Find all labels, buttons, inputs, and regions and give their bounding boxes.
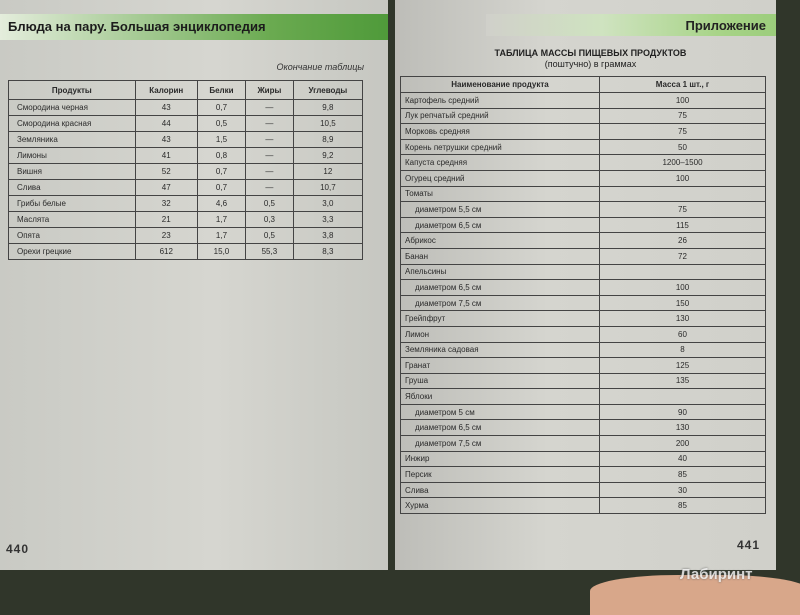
table-row [401, 233, 766, 249]
table-cell: — [246, 164, 294, 180]
page-number-right: 441 [736, 538, 760, 552]
product-name: диаметром 7,5 см [401, 295, 600, 311]
product-mass: 135 [600, 373, 766, 389]
table-cell: 0,7 [197, 180, 245, 196]
table-cell: — [246, 148, 294, 164]
section-title: Приложение [685, 18, 766, 33]
table-caption: Окончание таблицы [276, 62, 364, 72]
table-cell: Смородина красная [9, 116, 136, 132]
table-cell: 0,8 [197, 148, 245, 164]
table-row [401, 389, 766, 405]
table-cell: 55,3 [246, 244, 294, 260]
book-title: Блюда на пару. Большая энциклопедия [8, 19, 266, 34]
product-name: Слива [401, 482, 600, 498]
table-cell: Опята [9, 228, 136, 244]
product-name: Корень петрушки средний [401, 139, 600, 155]
table-cell: 1,7 [197, 212, 245, 228]
column-header: Наименование продукта [401, 77, 600, 93]
table-cell: 21 [135, 212, 197, 228]
column-header: Продукты [9, 81, 136, 100]
table-row [401, 295, 766, 311]
table-cell: 9,2 [293, 148, 362, 164]
watermark-logo: Лабиринт [680, 566, 753, 583]
table-cell: Земляника [9, 132, 136, 148]
product-mass: 90 [600, 404, 766, 420]
table-cell: Вишня [9, 164, 136, 180]
product-name: Земляника садовая [401, 342, 600, 358]
table-row [401, 93, 766, 109]
product-mass [600, 186, 766, 202]
table-row [401, 311, 766, 327]
page-number-left: 440 [6, 542, 30, 556]
table-row [401, 326, 766, 342]
table-row [401, 108, 766, 124]
product-mass: 26 [600, 233, 766, 249]
table-cell: 12 [293, 164, 362, 180]
mass-table-header [401, 77, 766, 93]
table-cell: 3,8 [293, 228, 362, 244]
product-mass: 1200–1500 [600, 155, 766, 171]
table-cell: 1,7 [197, 228, 245, 244]
table-cell: 43 [135, 100, 197, 116]
column-header: Масса 1 шт., г [600, 77, 766, 93]
product-name: Груша [401, 373, 600, 389]
table-cell: 43 [135, 132, 197, 148]
product-name: диаметром 7,5 см [401, 436, 600, 452]
table-cell: 10,5 [293, 116, 362, 132]
product-name: Картофель средний [401, 93, 600, 109]
product-name: Абрикос [401, 233, 600, 249]
table-cell: 52 [135, 164, 197, 180]
table-cell: 0,5 [246, 196, 294, 212]
product-name: Капуста средняя [401, 155, 600, 171]
column-header: Углеводы [293, 81, 362, 100]
table-row [401, 358, 766, 374]
product-mass: 115 [600, 217, 766, 233]
product-name: диаметром 6,5 см [401, 280, 600, 296]
table-row [9, 244, 363, 260]
table-cell: Грибы белые [9, 196, 136, 212]
table-cell: 4,6 [197, 196, 245, 212]
table-cell: — [246, 180, 294, 196]
mass-table-title: ТАБЛИЦА МАССЫ ПИЩЕВЫХ ПРОДУКТОВ [494, 48, 687, 58]
product-mass: 85 [600, 467, 766, 483]
product-name: Огурец средний [401, 170, 600, 186]
product-mass: 75 [600, 124, 766, 140]
column-header: Калорин [135, 81, 197, 100]
product-mass: 100 [600, 93, 766, 109]
table-cell: 0,5 [197, 116, 245, 132]
mass-table-subtitle: (поштучно) в граммах [544, 59, 637, 69]
table-row [401, 404, 766, 420]
table-row [9, 180, 363, 196]
table-cell: 3,3 [293, 212, 362, 228]
table-row [401, 139, 766, 155]
product-name: диаметром 6,5 см [401, 420, 600, 436]
nutrition-table [8, 80, 363, 260]
product-mass: 200 [600, 436, 766, 452]
table-row [401, 186, 766, 202]
table-cell: 1,5 [197, 132, 245, 148]
table-row [401, 467, 766, 483]
table-cell: 15,0 [197, 244, 245, 260]
table-cell: — [246, 132, 294, 148]
product-mass: 85 [600, 498, 766, 514]
product-mass: 8 [600, 342, 766, 358]
table-row [401, 217, 766, 233]
table-cell: 612 [135, 244, 197, 260]
product-name: Морковь средняя [401, 124, 600, 140]
table-row [9, 132, 363, 148]
table-row [9, 100, 363, 116]
table-row [401, 248, 766, 264]
table-cell: — [246, 116, 294, 132]
product-name: Апельсины [401, 264, 600, 280]
table-cell: Маслята [9, 212, 136, 228]
table-cell: 47 [135, 180, 197, 196]
table-row [401, 264, 766, 280]
product-mass: 100 [600, 280, 766, 296]
product-mass: 75 [600, 108, 766, 124]
product-mass [600, 264, 766, 280]
table-cell: — [246, 100, 294, 116]
table-row [401, 373, 766, 389]
table-cell: 10,7 [293, 180, 362, 196]
table-cell: 0,7 [197, 100, 245, 116]
table-cell: Орехи грецкие [9, 244, 136, 260]
table-cell: 44 [135, 116, 197, 132]
product-mass: 40 [600, 451, 766, 467]
product-name: Хурма [401, 498, 600, 514]
product-name: диаметром 5 см [401, 404, 600, 420]
table-cell: Слива [9, 180, 136, 196]
table-row [9, 212, 363, 228]
product-mass: 100 [600, 170, 766, 186]
table-row [9, 148, 363, 164]
table-row [401, 482, 766, 498]
table-row [401, 124, 766, 140]
mass-table [400, 76, 766, 514]
table-cell: 8,9 [293, 132, 362, 148]
product-name: Грейпфрут [401, 311, 600, 327]
table-cell: Смородина черная [9, 100, 136, 116]
table-cell: 9,8 [293, 100, 362, 116]
product-name: Яблоки [401, 389, 600, 405]
product-name: диаметром 5,5 см [401, 202, 600, 218]
table-cell: 32 [135, 196, 197, 212]
table-row [401, 170, 766, 186]
product-name: Банан [401, 248, 600, 264]
table-row [401, 155, 766, 171]
column-header: Жиры [246, 81, 294, 100]
table-row [401, 420, 766, 436]
table-row [9, 164, 363, 180]
table-cell: 0,5 [246, 228, 294, 244]
table-row [401, 342, 766, 358]
product-mass: 30 [600, 482, 766, 498]
table-cell: 41 [135, 148, 197, 164]
product-name: Гранат [401, 358, 600, 374]
table-cell: 3,0 [293, 196, 362, 212]
table-row [401, 451, 766, 467]
table-row [401, 436, 766, 452]
product-mass [600, 389, 766, 405]
table-cell: 0,3 [246, 212, 294, 228]
table-row [9, 196, 363, 212]
table-cell: 0,7 [197, 164, 245, 180]
product-mass: 50 [600, 139, 766, 155]
column-header: Белки [197, 81, 245, 100]
product-mass: 60 [600, 326, 766, 342]
product-mass: 72 [600, 248, 766, 264]
product-mass: 75 [600, 202, 766, 218]
nutrition-table-header [9, 81, 363, 100]
product-name: диаметром 6,5 см [401, 217, 600, 233]
product-mass: 125 [600, 358, 766, 374]
table-cell: 23 [135, 228, 197, 244]
product-name: Лук репчатый средний [401, 108, 600, 124]
product-name: Персик [401, 467, 600, 483]
product-mass: 150 [600, 295, 766, 311]
product-name: Инжир [401, 451, 600, 467]
table-row [401, 202, 766, 218]
table-row [401, 498, 766, 514]
table-row [9, 228, 363, 244]
product-mass: 130 [600, 420, 766, 436]
table-cell: 8,3 [293, 244, 362, 260]
product-name: Лимон [401, 326, 600, 342]
table-row [9, 116, 363, 132]
product-name: Томаты [401, 186, 600, 202]
table-cell: Лимоны [9, 148, 136, 164]
table-row [401, 280, 766, 296]
product-mass: 130 [600, 311, 766, 327]
